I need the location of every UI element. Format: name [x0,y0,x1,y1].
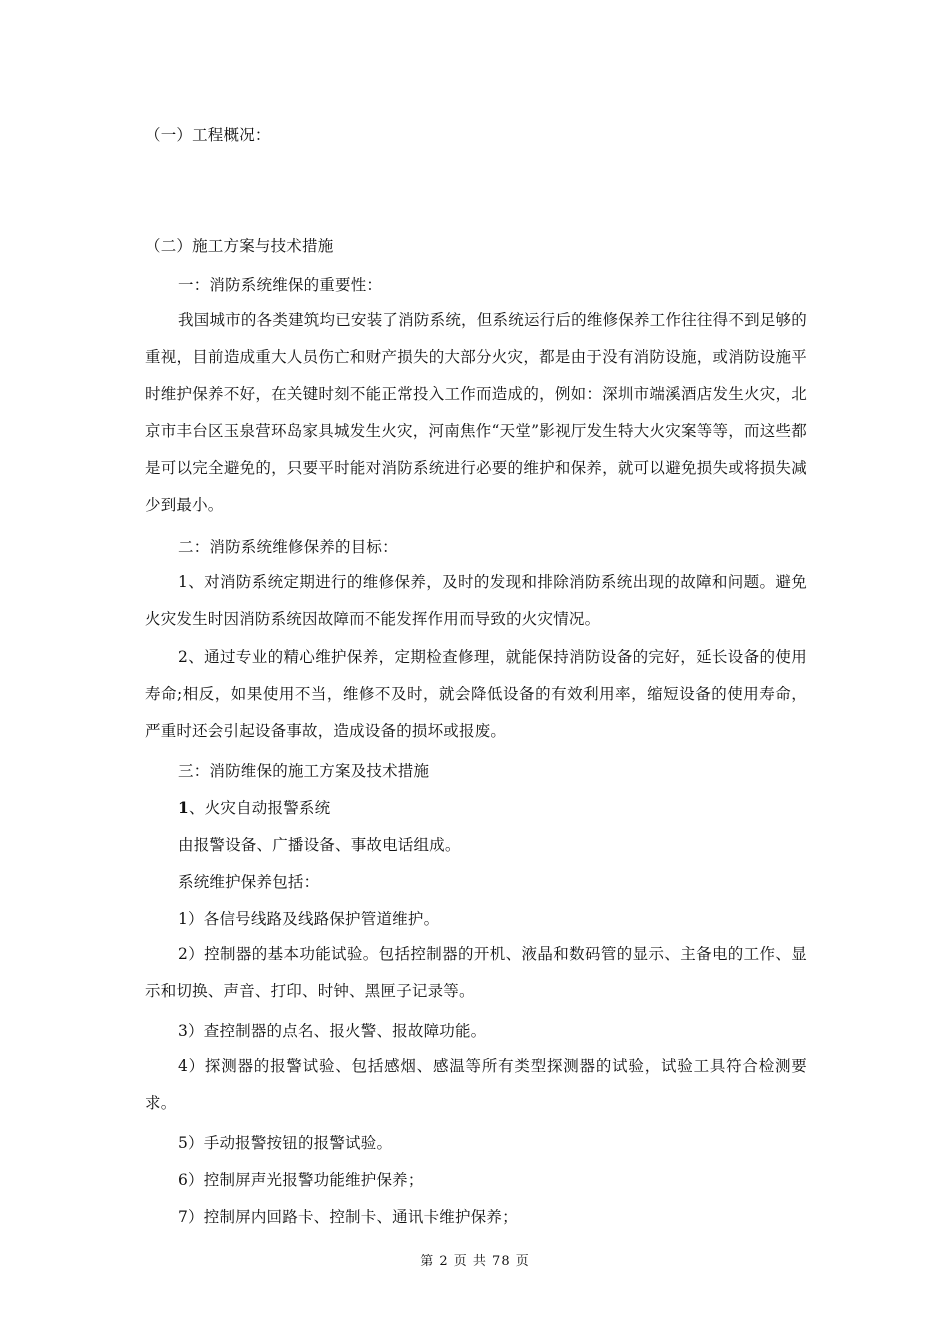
part3-sub1-number: 1 [178,798,189,817]
part2-item2: 2、通过专业的精心维护保养，定期检查修理，就能保持消防设备的完好，延长设备的使用寿命;相反，如果使用不当，维修不及时，就会降低设备的有效利用率，缩短设备的使用寿命，严重时还会引起设备事故，造成设备的损坏或报废。 [145,648,807,740]
maintenance-item: 1）各信号线路及线路保护管道维护。 [178,910,440,928]
maintenance-item: 2）控制器的基本功能试验。包括控制器的开机、液晶和数码管的显示、主备电的工作、显示和切换、声音、打印、时钟、黑匣子记录等。 [145,945,807,1000]
part2-heading: 二：消防系统维修保养的目标： [178,538,398,556]
maintenance-item: 6）控制屏声光报警功能维护保养； [178,1171,424,1189]
section-heading-plan: （二）施工方案与技术措施 [145,237,334,255]
section-heading-overview: （一）工程概况： [145,126,271,144]
part3-sub1-label: 、火灾自动报警系统 [189,799,331,817]
maintenance-item: 7）控制屏内回路卡、控制卡、通讯卡维护保养； [178,1208,518,1226]
maintenance-item: 3）查控制器的点名、报火警、报故障功能。 [178,1022,487,1040]
part3-sub1-desc: 由报警设备、广播设备、事故电话组成。 [178,836,461,854]
part3-sub1-title [178,798,330,818]
part2-item1: 1、对消防系统定期进行的维修保养，及时的发现和排除消防系统出现的故障和问题。避免火灾发生时因消防系统因故障而不能发挥作用而导致的火灾情况。 [145,573,807,628]
maintenance-item: 5）手动报警按钮的报警试验。 [178,1134,393,1152]
page-footer: 第 2 页 共 78 页 [420,1254,530,1269]
maintenance-item: 4）探测器的报警试验、包括感烟、感温等所有类型探测器的试验，试验工具符合检测要求。 [145,1057,807,1112]
part1-heading: 一：消防系统维保的重要性： [178,276,383,294]
maintenance-intro: 系统维护保养包括： [178,873,320,891]
part1-paragraph: 我国城市的各类建筑均已安装了消防系统，但系统运行后的维修保养工作往往得不到足够的重视，目前造成重大人员伤亡和财产损失的大部分火灾，都是由于没有消防设施，或消防设施平时维护保养不好，在关键时刻不能正常投入工作而造成的，例如：深圳市端溪酒店发生火灾，北京市丰台区玉泉营环岛家具城发生火灾，河南焦作“天堂”影视厅发生特大火灾案等等，而这些都是可以完全避免的，只要平时能对消防系统进行必要的维护和保养，就可以避免损失或将损失减少到最小。 [145,311,807,514]
part3-heading: 三：消防维保的施工方案及技术措施 [178,762,430,780]
